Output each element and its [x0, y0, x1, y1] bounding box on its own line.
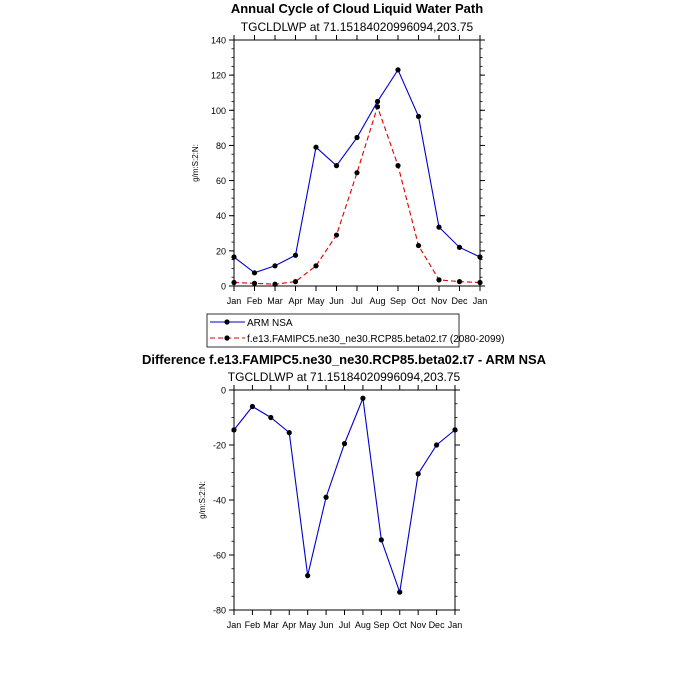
y-tick-label: 0 [220, 385, 226, 396]
data-point [416, 114, 421, 119]
y-tick-label: 120 [210, 70, 226, 81]
y-tick-label: 0 [220, 281, 226, 292]
x-tick-label: Dec [451, 296, 468, 306]
legend-marker-arm-nsa [224, 319, 229, 324]
x-tick-label: Jun [329, 296, 344, 306]
y-tick-label: 100 [210, 105, 226, 116]
x-tick-label: Jan [472, 296, 488, 306]
chart-2-ticks [213, 385, 462, 630]
data-point [375, 99, 380, 104]
data-point [436, 225, 441, 230]
y-tick-label: -40 [212, 495, 226, 506]
data-point [457, 245, 462, 250]
data-point [250, 404, 255, 409]
x-tick-label: May [307, 296, 325, 306]
data-point [379, 537, 384, 542]
y-tick-label: -80 [212, 605, 226, 616]
data-point [457, 279, 462, 284]
x-tick-label: May [299, 620, 317, 630]
data-point [323, 495, 328, 500]
chart-1-legend [207, 314, 504, 347]
x-tick-label: Jan [447, 620, 463, 630]
data-point [360, 396, 365, 401]
series-line-0 [234, 398, 455, 592]
chart-2-subtitle: TGCLDLWP at 71.15184020996094,203.75 [227, 370, 461, 384]
x-tick-label: Jun [318, 620, 334, 630]
chart-1-plot-frame [234, 40, 480, 286]
y-tick-label: 40 [215, 211, 226, 222]
data-point [354, 135, 359, 140]
data-point [305, 573, 310, 578]
x-tick-label: Aug [369, 296, 386, 306]
chart-1-series [231, 67, 482, 287]
x-tick-label: Jan [226, 620, 242, 630]
data-point [395, 67, 400, 72]
data-point [342, 441, 347, 446]
chart-1-subtitle: TGCLDLWP at 71.15184020996094,203.75 [240, 20, 474, 34]
x-tick-label: Nov [430, 296, 448, 306]
data-point [334, 163, 339, 168]
data-point [293, 279, 298, 284]
legend-label-model: f.e13.FAMIPC5.ne30_ne30.RCP85.beta02.t7 (2080-2099) [247, 334, 505, 345]
data-point [436, 277, 441, 282]
y-tick-label: -60 [212, 550, 226, 561]
data-point [293, 253, 298, 258]
chart-2-series [231, 396, 457, 595]
data-point [268, 415, 273, 420]
data-point [395, 163, 400, 168]
x-tick-label: Mar [263, 620, 279, 630]
legend-marker-model [224, 335, 229, 340]
data-point [252, 281, 257, 286]
y-tick-label: 80 [215, 140, 226, 151]
y-tick-label: -20 [212, 440, 226, 451]
data-point [287, 430, 292, 435]
data-point [252, 270, 257, 275]
x-tick-label: Feb [246, 296, 263, 306]
chart-difference [142, 352, 547, 630]
x-tick-label: Dec [428, 620, 445, 630]
chart-1-title: Annual Cycle of Cloud Liquid Water Path [230, 1, 484, 16]
y-tick-label: 60 [215, 176, 226, 187]
chart-2-title: Difference f.e13.FAMIPC5.ne30_ne30.RCP85.beta02.t7 - ARM NSA [141, 352, 547, 367]
chart-1-ticks [211, 35, 487, 306]
x-tick-label: Apr [288, 296, 303, 306]
x-tick-label: Nov [410, 620, 427, 630]
data-point [334, 232, 339, 237]
chart-annual-cycle [191, 1, 504, 347]
chart-1-ylabel: g/m:S:2:N: [191, 144, 200, 182]
x-tick-label: Sep [373, 620, 390, 630]
x-tick-label: Jul [351, 296, 363, 306]
data-point [313, 145, 318, 150]
data-point [272, 263, 277, 268]
x-tick-label: Oct [411, 296, 426, 306]
data-point [354, 170, 359, 175]
data-point [375, 104, 380, 109]
y-tick-label: 140 [210, 35, 226, 46]
x-tick-label: Oct [392, 620, 407, 630]
x-tick-label: Feb [244, 620, 261, 630]
legend-label-arm-nsa: ARM NSA [247, 318, 293, 329]
x-tick-label: Aug [354, 620, 371, 630]
x-tick-label: Jan [226, 296, 242, 306]
data-point [416, 471, 421, 476]
x-tick-label: Apr [282, 620, 297, 630]
chart-2-ylabel: g/m:S:2:N: [198, 481, 207, 519]
series-line-1 [234, 107, 480, 284]
data-point [397, 590, 402, 595]
data-point [313, 263, 318, 268]
data-point [416, 243, 421, 248]
chart-2-plot-frame [234, 390, 455, 610]
x-tick-label: Sep [389, 296, 407, 306]
x-tick-label: Mar [267, 296, 283, 306]
x-tick-label: Jul [338, 620, 351, 630]
y-tick-label: 20 [215, 246, 226, 257]
data-point [434, 442, 439, 447]
